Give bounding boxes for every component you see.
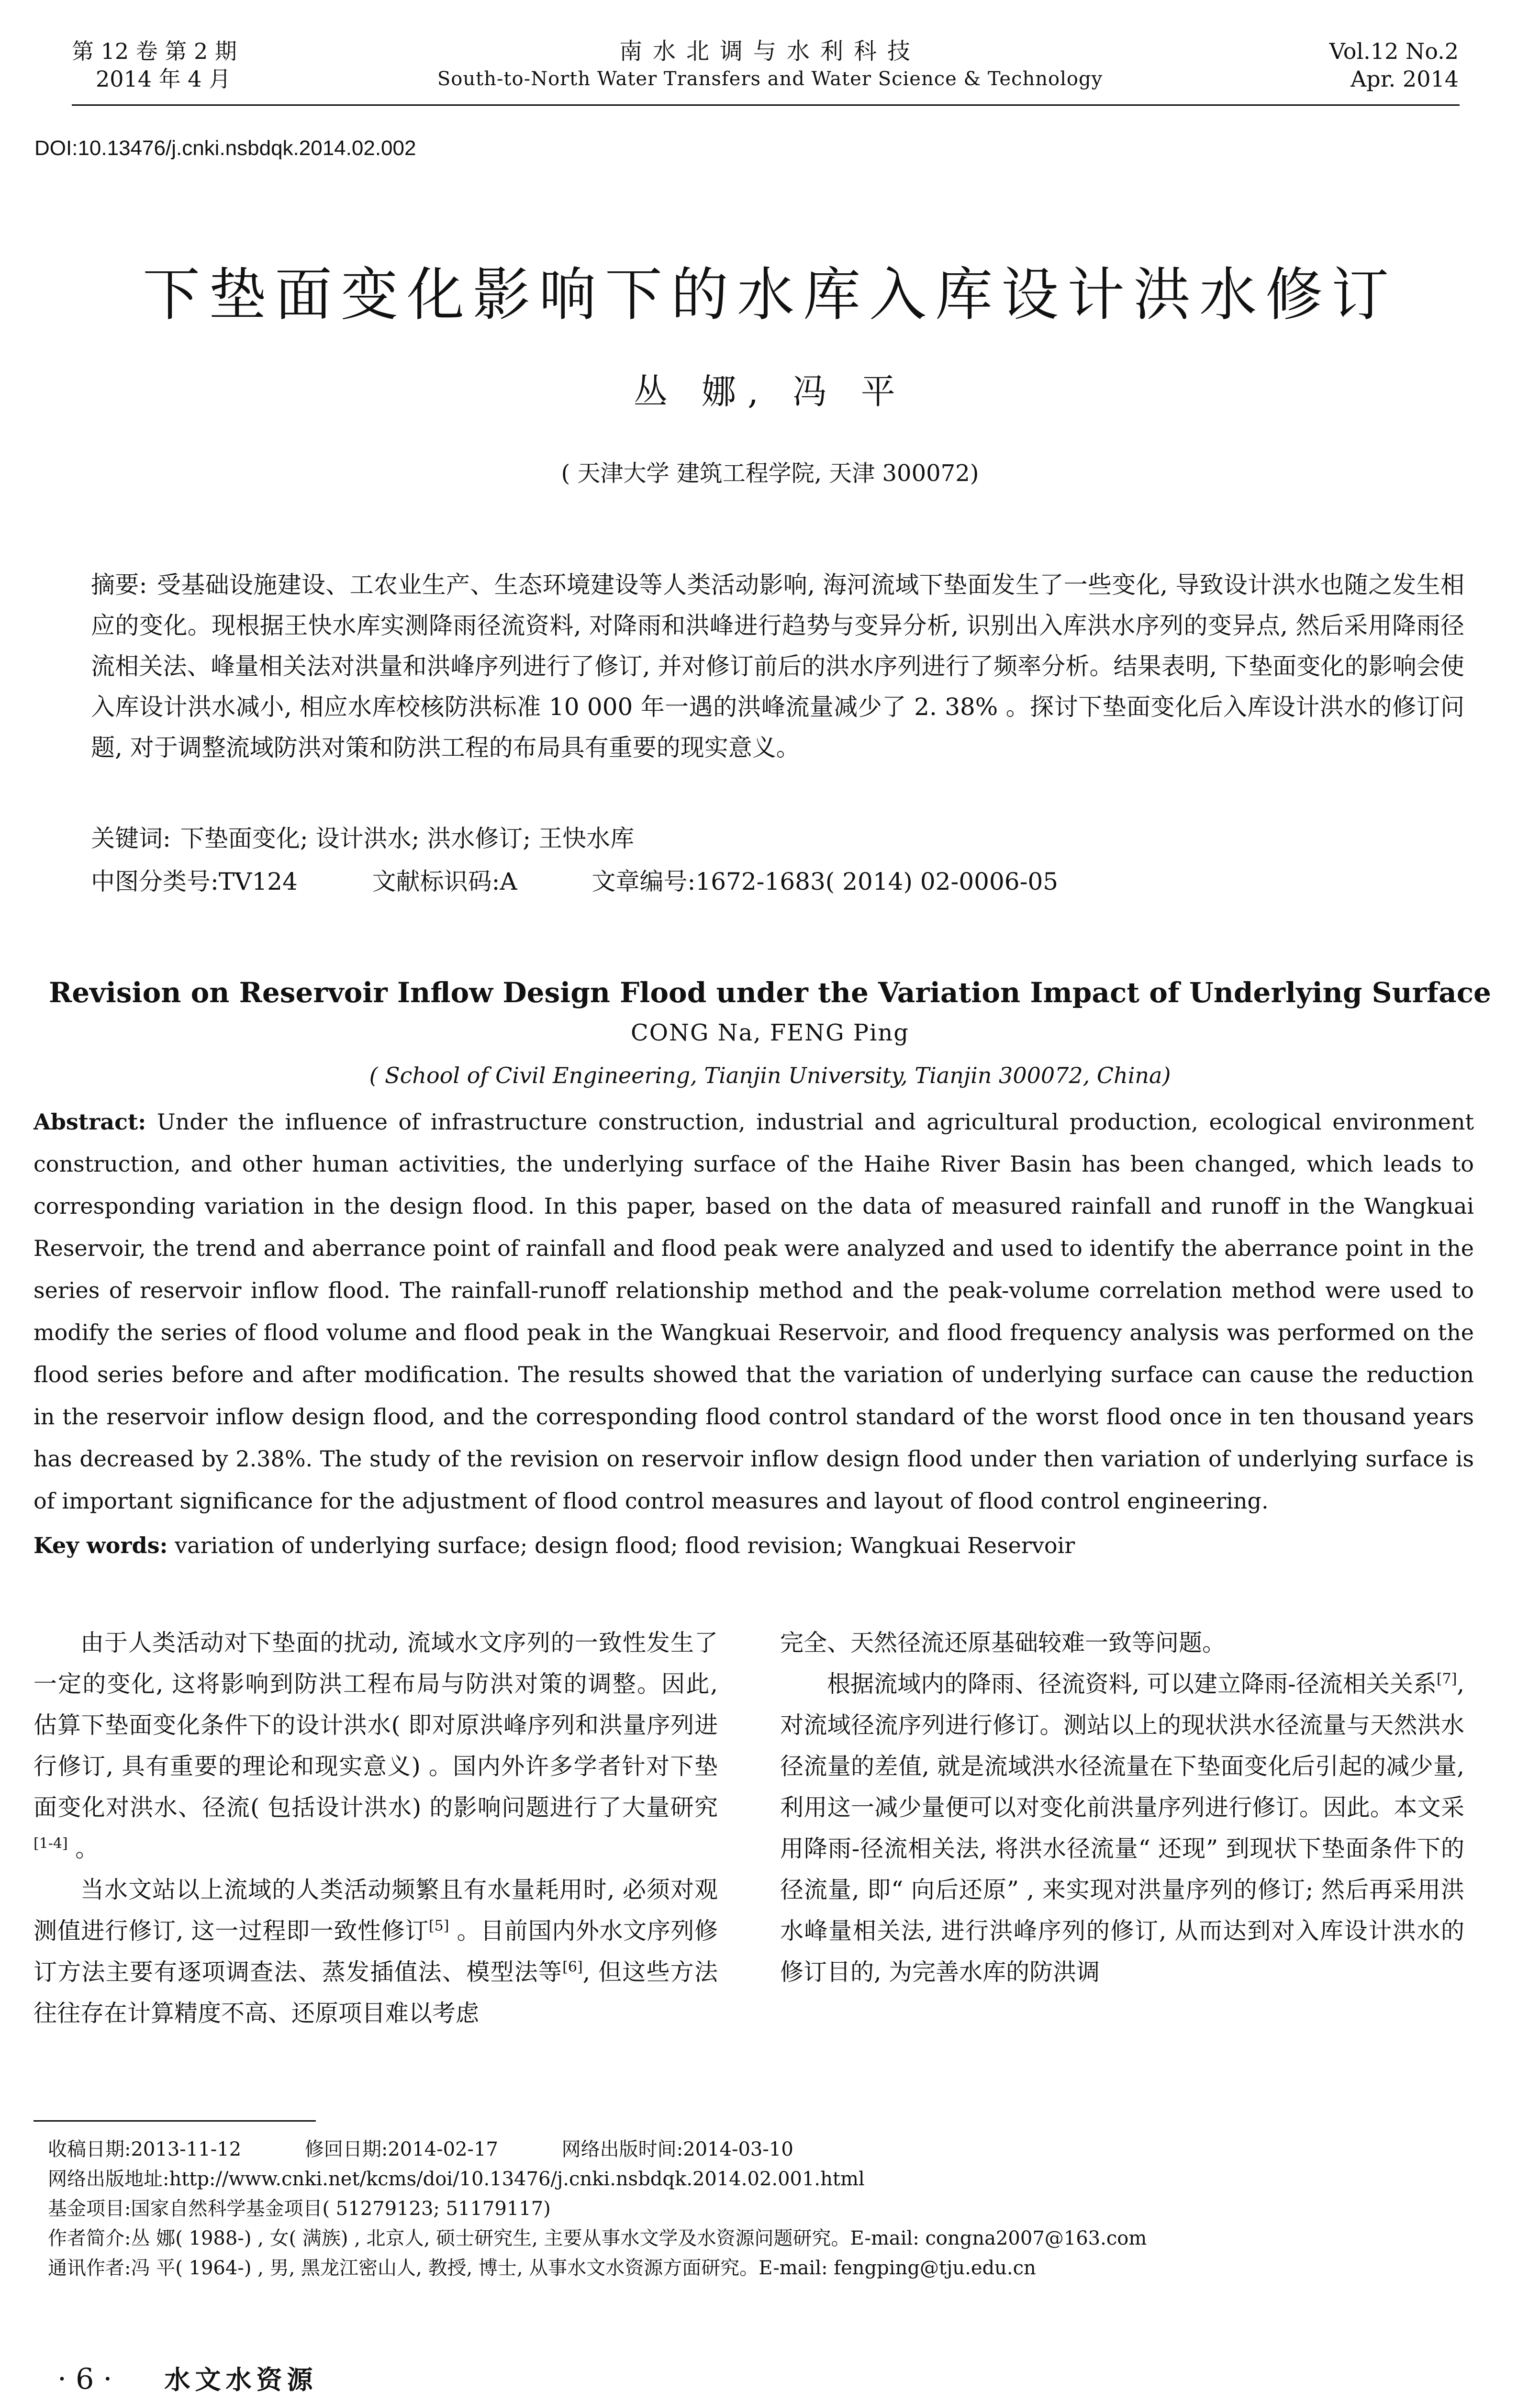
citation[interactable]: [1-4] — [33, 1835, 68, 1852]
body-left-column — [33, 1622, 718, 2034]
page-number: · 6 · — [57, 2362, 112, 2393]
citation[interactable]: [5] — [428, 1917, 449, 1935]
online-label: 网络出版时间: — [561, 2138, 683, 2160]
body-text: 根据流域内的降雨、径流资料, 可以建立降雨-径流相关关系 — [827, 1670, 1437, 1698]
citation[interactable]: [6] — [562, 1958, 583, 1976]
corresponding-text: 冯 平( 1964-) , 男, 黑龙江密山人, 教授, 博士, 从事水文水资源方面研究。E-mail: fengping@tju.edu.cn — [131, 2257, 1036, 2279]
affiliation: ( 天津大学 建筑工程学院, 天津 300072) — [561, 460, 979, 487]
footnote-divider — [33, 2120, 316, 2122]
article-no-value: 1672-1683( 2014) 02-0006-05 — [695, 868, 1059, 895]
body-text: 。 — [67, 1835, 99, 1862]
footnote-url — [48, 2164, 1484, 2194]
keywords-cn — [91, 818, 1464, 859]
footnote-dates — [48, 2135, 1484, 2164]
body-text: 由于人类活动对下垫面的扰动, 流域水文序列的一致性发生了一定的变化, 这将影响到防洪工程布局与防洪对策的调整。因此, 估算下垫面变化条件下的设计洪水( 即对原洪峰序列和洪量序列进行修订, 具有重要的理论和现实意义) 。国内外许多学者针对下垫面变化对洪水、径流( 包括设计洪水) 的影响问题进行了大量研究 — [33, 1629, 718, 1821]
author-bio-text: 丛 娜( 1988-) , 女( 满族) , 北京人, 硕士研究生, 主要从事水文学及水资源问题研究。E-mail: congna2007@163.com — [131, 2227, 1147, 2249]
online-url-link[interactable]: http://www.cnki.net/kcms/doi/10.13476/j.cnki.nsbdqk.2014.02.001.html — [169, 2168, 865, 2190]
received-date: 2013-11-12 — [131, 2138, 242, 2160]
revised-label: 修回日期: — [304, 2138, 388, 2160]
doi[interactable]: DOI:10.13476/j.cnki.nsbdqk.2014.02.002 — [34, 136, 416, 160]
clc-value: TV124 — [218, 868, 298, 895]
fund-text: 国家自然科学基金项目( 51279123; 51179117) — [131, 2198, 551, 2220]
footnote-corresponding — [48, 2253, 1484, 2283]
header-journal-cn: 南水北调与水利科技 — [619, 38, 921, 65]
received-label: 收稿日期: — [48, 2138, 131, 2160]
footnotes — [48, 2135, 1484, 2283]
abstract-cn-label: 摘要: — [91, 571, 147, 599]
header-date-en: Apr. 2014 — [1350, 66, 1459, 92]
page-footer — [57, 2359, 318, 2393]
body-text: , 对流域径流序列进行修订。测站以上的现状洪水径流量与天然洪水径流量的差值, 就是流域洪水径流量在下垫面变化后引起的减少量, 利用这一减少量便可以对变化前洪量序列进行修订。因此。本文采用降雨-径流相关法, 将洪水径流量“ 还现” 到现状下垫面条件下的径流量, 即“ 向后还原” , 来实现对洪量序列的修订; 然后再采用洪水峰量相关法, 进行洪峰序列的修订, 从而达到对入库设计洪水的修订目的, 为完善水库的防洪调 — [780, 1670, 1464, 1986]
doc-code-value: A — [500, 868, 517, 895]
keywords-en-text: variation of underlying surface; design flood; flood revision; Wangkuai Reservoir — [175, 1532, 1075, 1558]
corresponding-label: 通讯作者: — [48, 2257, 131, 2279]
header-right — [1329, 37, 1459, 93]
paper-title: 下垫面变化影响下的水库入库设计洪水修订 — [143, 262, 1397, 328]
citation[interactable]: [7] — [1436, 1670, 1457, 1688]
body-text: , 但这些方法往往存在计算精度不高、还原项目难以考虑 — [33, 1958, 718, 2027]
header-center — [0, 37, 1540, 93]
url-label: 网络出版地址: — [48, 2168, 169, 2190]
footnote-author — [48, 2224, 1484, 2253]
keywords-en — [33, 1524, 1474, 1566]
clc-label: 中图分类号: — [91, 868, 219, 895]
doc-code-label: 文献标识码: — [372, 868, 500, 895]
classification-line — [91, 861, 1464, 902]
header-divider — [72, 104, 1460, 106]
body-paragraph — [33, 1622, 718, 1869]
article-no-label: 文章编号: — [591, 868, 696, 895]
abstract-cn — [91, 565, 1464, 768]
keywords-en-label: Key words: — [33, 1532, 168, 1558]
abstract-cn-text: 受基础设施建设、工农业生产、生态环境建设等人类活动影响, 海河流域下垫面发生了一些变化, 导致设计洪水也随之发生相应的变化。现根据王快水库实测降雨径流资料, 对降雨和洪峰进行趋势与变异分析, 识别出入库洪水序列的变异点, 然后采用降雨径流相关法、峰量相关法对洪量和洪峰序列进行了修订, 并对修订前后的洪水序列进行了频率分析。结果表明, 下垫面变化的影响会使入库设计洪水减小, 相应水库校核防洪标准 10 000 年一遇的洪峰流量减少了 2. 38% 。探讨下垫面变化后入库设计洪水的修订问题, 对于调整流域防洪对策和防洪工程的布局具有重要的现实意义。 — [91, 571, 1464, 761]
header-vol-issue-cn: 第 12 卷 第 2 期 — [72, 38, 237, 64]
body-right-column — [780, 1622, 1464, 1993]
body-text: 当水文站以上流域的人类活动频繁且有水量耗用时, 必须对观测值进行修订, 这一过程即一致性修订 — [33, 1876, 718, 1945]
english-authors: CONG Na, FENG Ping — [630, 1019, 910, 1046]
body-paragraph: 完全、天然径流还原基础较难一致等问题。 — [780, 1629, 1226, 1656]
section-name: 水文水资源 — [164, 2364, 318, 2393]
keywords-cn-label: 关键词: — [91, 825, 171, 852]
abstract-en-label: Abstract: — [33, 1109, 146, 1135]
english-affiliation: ( School of Civil Engineering, Tianjin University, Tianjin 300072, China) — [369, 1062, 1171, 1088]
header-date-cn: 2014 年 4 月 — [96, 66, 231, 92]
footnote-fund — [48, 2194, 1484, 2224]
online-date: 2014-03-10 — [683, 2138, 793, 2160]
keywords-cn-text: 下垫面变化; 设计洪水; 洪水修订; 王快水库 — [180, 825, 635, 852]
author-bio-label: 作者简介: — [48, 2227, 131, 2249]
abstract-en — [33, 1101, 1474, 1522]
abstract-en-text: Under the influence of infrastructure construction, industrial and agricultural production, ecological environment construction, and other human activities, the underlying surface of the Haihe River Basin has been changed, which leads to corresponding variation in the design flood. In this paper, based on the data of measured rainfall and runoff in the Wangkuai Reservoir, the trend and aberrance point of rainfall and flood peak were analyzed and used to identify the aberrance point in the series of reservoir inflow flood. The rainfall-runoff relationship method and the peak-volume correlation method were used to modify the series of flood volume and flood peak in the Wangkuai Reservoir, and flood frequency analysis was performed on the flood series before and after modification. The results showed that the variation of underlying surface can cause the reduction in the reservoir inflow design flood, and the corresponding flood control standard of the worst flood once in ten thousand years has decreased by 2.38%. The study of the revision on reservoir inflow design flood under then variation of underlying surface is of important significance for the adjustment of flood control measures and layout of flood control engineering. — [33, 1109, 1474, 1514]
header-vol-issue-en: Vol.12 No.2 — [1329, 38, 1459, 64]
revised-date: 2014-02-17 — [388, 2138, 498, 2160]
fund-label: 基金项目: — [48, 2198, 131, 2220]
header-journal-en: South-to-North Water Transfers and Water Science & Technology — [437, 68, 1103, 90]
authors: 丛 娜, 冯 平 — [633, 371, 907, 412]
body-text: 。目前国内外水文序列修订方法主要有逐项调查法、蒸发插值法、模型法等 — [33, 1917, 718, 1986]
body-paragraph — [33, 1869, 718, 2034]
body-paragraph — [780, 1664, 1464, 1993]
english-title: Revision on Reservoir Inflow Design Flood under the Variation Impact of Underlying Surface — [49, 976, 1491, 1009]
